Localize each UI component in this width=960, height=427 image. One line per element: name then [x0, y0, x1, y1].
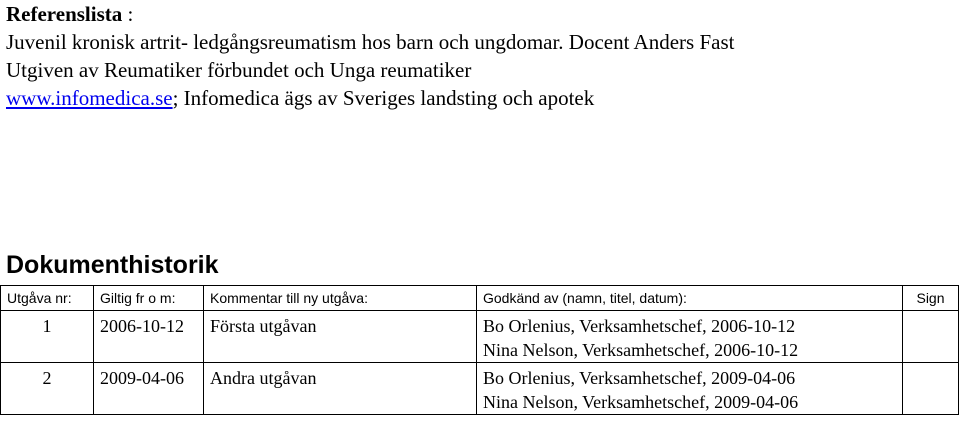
reference-list [6, 0, 734, 112]
cell-comment: Första utgåvan [204, 311, 477, 363]
cell-approved-by [477, 363, 903, 415]
reference-heading-line [6, 0, 734, 28]
table-row [1, 363, 959, 415]
cell-sign [903, 363, 959, 415]
cell-version: 2 [1, 363, 94, 415]
reference-line-2: Utgiven av Reumatiker förbundet och Unga reumatiker [6, 58, 472, 82]
header-valid-from: Giltig fr o m: [94, 286, 204, 311]
cell-approved-by [477, 311, 903, 363]
reference-line-3 [6, 84, 734, 112]
header-version: Utgåva nr: [1, 286, 94, 311]
infomedica-description: ; Infomedica ägs av Sveriges landsting och apotek [172, 86, 595, 110]
reference-heading: Referenslista [6, 2, 123, 26]
cell-comment: Andra utgåvan [204, 363, 477, 415]
approver-line: Nina Nelson, Verksamhetschef, 2006-10-12 [483, 340, 799, 360]
header-sign: Sign [903, 286, 959, 311]
approver-line: Bo Orlenius, Verksamhetschef, 2006-10-12 [483, 316, 796, 336]
approver-line: Bo Orlenius, Verksamhetschef, 2009-04-06 [483, 368, 796, 388]
cell-valid-from: 2006-10-12 [94, 311, 204, 363]
cell-valid-from: 2009-04-06 [94, 363, 204, 415]
infomedica-link[interactable]: www.infomedica.se [6, 86, 173, 110]
reference-heading-suffix: : [122, 2, 134, 26]
table-row [1, 311, 959, 363]
cell-version: 1 [1, 311, 94, 363]
table-header-row [1, 286, 959, 311]
approver-line: Nina Nelson, Verksamhetschef, 2009-04-06 [483, 392, 799, 412]
cell-sign [903, 311, 959, 363]
document-history-table [0, 285, 959, 415]
reference-line-1: Juvenil kronisk artrit- ledgångsreumatism hos barn och ungdomar. Docent Anders Fast [6, 30, 735, 54]
document-history-title: Dokumenthistorik [6, 251, 219, 279]
header-comment: Kommentar till ny utgåva: [204, 286, 477, 311]
header-approved-by: Godkänd av (namn, titel, datum): [477, 286, 903, 311]
